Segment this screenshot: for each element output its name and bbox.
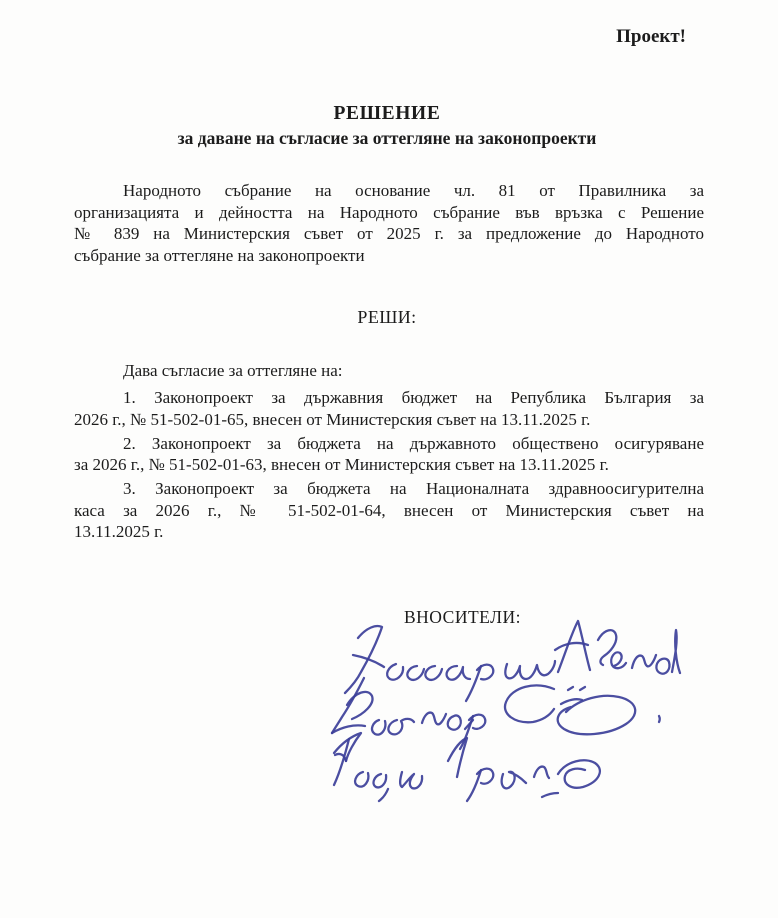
text-line: Народното събрание на основание чл. 81 от Правилника за <box>123 181 704 200</box>
text-line: за 2026 г., № 51-502-01-63, внесен от Министерския съвет на 13.11.2025 г. <box>74 455 609 474</box>
text-line: 1. Законопроект за държавния бюджет на Република България за <box>123 388 704 407</box>
signature-stroke <box>355 772 368 787</box>
document-title: РЕШЕНИЕ <box>333 103 441 124</box>
signature-stroke <box>387 664 403 680</box>
text-line: каса за 2026 г., № 51-502-01-64, внесен от Министерския съвет на <box>74 500 704 520</box>
signature-stroke <box>568 687 585 690</box>
signature-stroke <box>598 630 616 665</box>
signature-stroke <box>611 652 626 668</box>
submitters-label: ВНОСИТЕЛИ: <box>404 607 521 627</box>
lead-in-line: Дава съгласие за оттегляне на: <box>123 361 343 380</box>
signature-stroke <box>672 630 680 673</box>
list-item-3 <box>74 478 704 543</box>
signature-stroke <box>505 685 554 722</box>
preamble-paragraph <box>74 180 704 266</box>
signature-2 <box>332 678 660 749</box>
signature-stroke <box>466 666 481 701</box>
signature-stroke <box>558 760 600 788</box>
list-item-2 <box>74 433 704 476</box>
signature-stroke <box>558 696 636 735</box>
signature-stroke <box>347 692 372 719</box>
signature-stroke <box>632 655 656 668</box>
signature-1 <box>345 621 680 701</box>
signature-stroke <box>656 659 669 674</box>
text-line: 3. Законопроект за бюджета на Националната здравноосигурителна <box>123 479 704 498</box>
text-line: № 839 на Министерския съвет от 2025 г. за предложение до Народното <box>74 224 704 243</box>
draft-label: Проект! <box>616 26 686 47</box>
signature-stroke <box>425 666 442 680</box>
signature-stroke <box>407 666 424 680</box>
text-line: 2026 г., № 51-502-01-65, внесен от Министерския съвет на 13.11.2025 г. <box>74 409 591 429</box>
signature-stroke <box>542 793 558 797</box>
text-line: 2. Законопроект за бюджета на държавното обществено осигуряване <box>123 433 704 453</box>
signature-stroke <box>448 715 461 729</box>
signature-stroke <box>505 661 555 679</box>
text-line: 13.11.2025 г. <box>74 522 164 541</box>
signature-stroke <box>372 720 385 735</box>
text-line: организацията и дейността на Народното събрание във връзка с Решение <box>74 202 704 222</box>
signature-stroke <box>447 666 470 680</box>
signature-stroke <box>374 774 387 787</box>
signature-stroke <box>659 716 660 722</box>
signature-stroke <box>388 719 414 734</box>
signature-stroke <box>422 713 446 725</box>
handwritten-signatures <box>318 612 713 822</box>
items-list <box>74 387 704 545</box>
signature-stroke <box>379 789 388 801</box>
signature-stroke <box>400 772 422 788</box>
signature-stroke <box>502 772 526 789</box>
decision-word: РЕШИ: <box>357 307 417 327</box>
signature-stroke <box>345 626 382 693</box>
signature-stroke <box>467 770 481 801</box>
signature-stroke <box>448 738 467 777</box>
list-item-1 <box>74 387 704 430</box>
signature-stroke <box>534 767 549 778</box>
document-subtitle: за даване на съгласие за оттегляне на законопроекти <box>177 128 597 148</box>
text-line: събрание за оттегляне на законопроекти <box>74 245 365 265</box>
